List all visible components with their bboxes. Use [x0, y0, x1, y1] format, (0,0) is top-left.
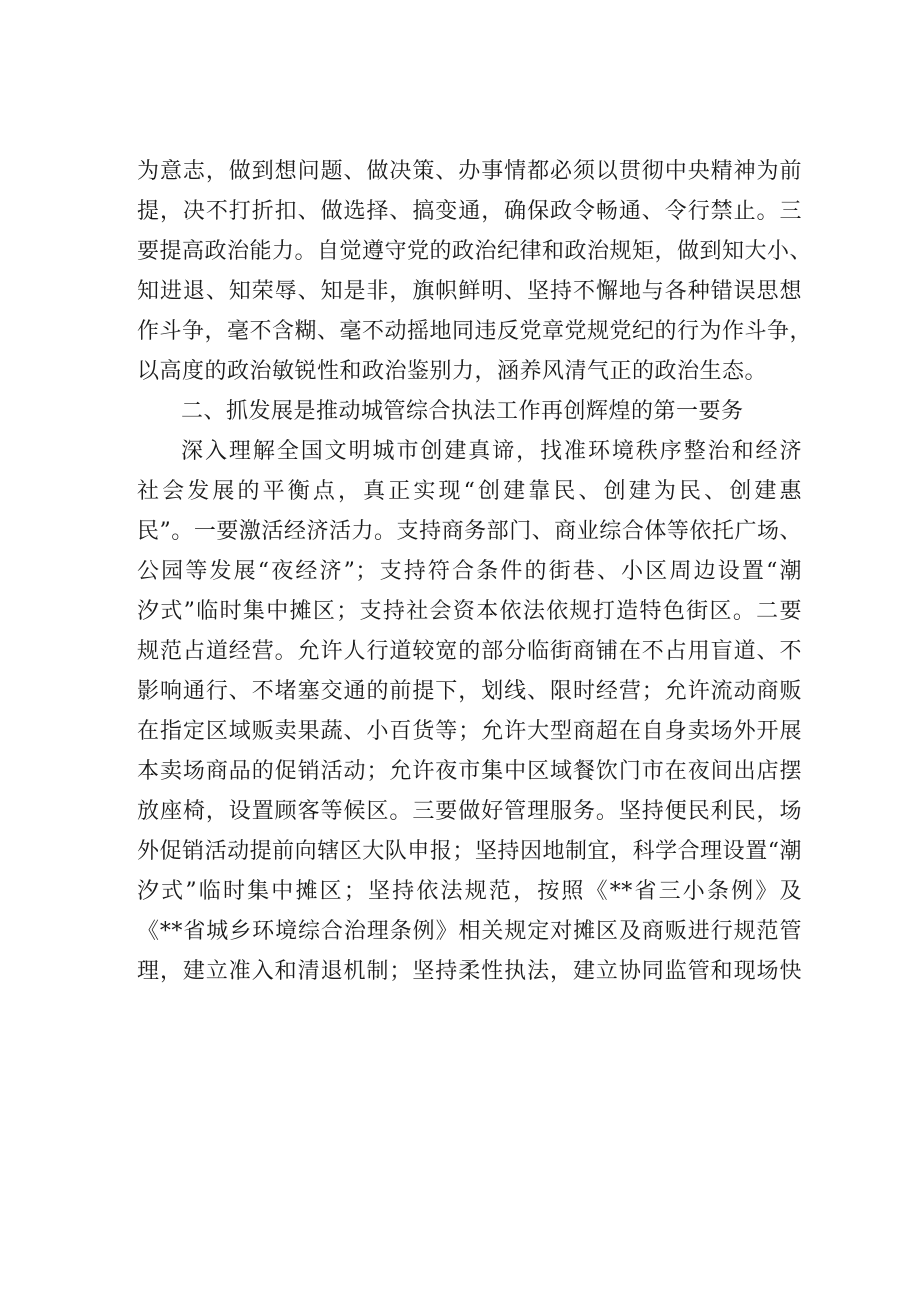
paragraph-line: 知进退、知荣辱、知是非，旗帜鲜明、坚持不懈地与各种错误思想 [137, 279, 802, 304]
paragraph-line: 《**省城乡环境综合治理条例》相关规定对摊区及商贩进行规范管 [137, 919, 802, 944]
section-heading: 二、抓发展是推动城管综合执法工作再创辉煌的第一要务 [181, 399, 744, 424]
paragraph-line: 社会发展的平衡点，真正实现“创建靠民、创建为民、创建惠 [137, 479, 802, 504]
paragraph-line: 为意志，做到想问题、做决策、办事情都必须以贯彻中央精神为前 [137, 159, 802, 184]
paragraph-line: 以高度的政治敏锐性和政治鉴别力，涵养风清气正的政治生态。 [137, 359, 768, 384]
paragraph-line: 外促销活动提前向辖区大队申报；坚持因地制宜，科学合理设置“潮 [137, 839, 802, 864]
paragraph-line: 作斗争，毫不含糊、毫不动摇地同违反党章党规党纪的行为作斗争， [137, 319, 813, 344]
paragraph-line: 要提高政治能力。自觉遵守党的政治纪律和政治规矩，做到知大小、 [137, 239, 813, 264]
paragraph-line: 规范占道经营。允许人行道较宽的部分临街商铺在不占用盲道、不 [137, 639, 802, 664]
paragraph-line: 在指定区域贩卖果蔬、小百货等；允许大型商超在自身卖场外开展 [137, 719, 802, 744]
paragraph-line: 理，建立准入和清退机制；坚持柔性执法，建立协同监管和现场快 [137, 959, 802, 984]
paragraph-line: 放座椅，设置顾客等候区。三要做好管理服务。坚持便民利民，场 [137, 799, 802, 824]
paragraph-line: 汐式”临时集中摊区；支持社会资本依法依规打造特色街区。二要 [137, 599, 802, 624]
paragraph-line: 深入理解全国文明城市创建真谛，找准环境秩序整治和经济 [181, 439, 802, 464]
paragraph-line: 民”。一要激活经济活力。支持商务部门、商业综合体等依托广场、 [137, 519, 802, 544]
paragraph-line: 影响通行、不堵塞交通的前提下，划线、限时经营；允许流动商贩 [137, 679, 802, 704]
paragraph-line: 汐式”临时集中摊区；坚持依法规范，按照《**省三小条例》及 [137, 879, 802, 904]
paragraph-line: 本卖场商品的促销活动；允许夜市集中区域餐饮门市在夜间出店摆 [137, 759, 802, 784]
document-body [137, 152, 813, 992]
paragraph-line: 公园等发展“夜经济”；支持符合条件的街巷、小区周边设置“潮 [137, 559, 802, 584]
paragraph-line: 提，决不打折扣、做选择、搞变通，确保政令畅通、令行禁止。三 [137, 199, 802, 224]
